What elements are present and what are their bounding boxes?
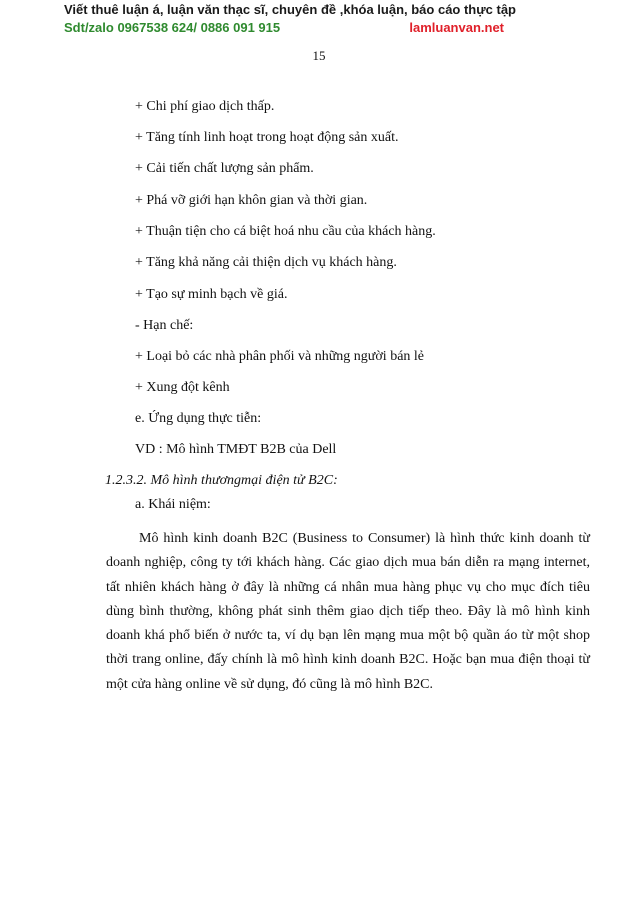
list-item: + Loại bỏ các nhà phân phối và những người bán lẻ — [135, 349, 425, 364]
section-heading: 1.2.3.2. Mô hình thươngmại điện tử B2C: — [105, 473, 338, 488]
list-item: + Xung đột kênh — [135, 380, 230, 395]
list-item: + Phá vỡ giới hạn khôn gian và thời gian. — [135, 193, 368, 208]
list-item: + Tăng tính linh hoạt trong hoạt động sản xuất. — [135, 130, 399, 145]
sub-heading: a. Khái niệm: — [135, 497, 211, 512]
list-item: VD : Mô hình TMĐT B2B của Dell — [135, 442, 337, 457]
page-number: 15 — [312, 48, 326, 63]
header-site-link[interactable]: lamluanvan.net — [409, 20, 504, 35]
list-item: e. Ứng dụng thực tiễn: — [135, 411, 262, 426]
header-phone: Sdt/zalo 0967538 624/ 0886 091 915 — [64, 20, 281, 35]
list-item: - Hạn chế: — [135, 318, 194, 333]
list-item: + Tăng khả năng cải thiện dịch vụ khách hàng. — [135, 255, 397, 270]
list-item: + Tạo sự minh bạch về giá. — [135, 287, 288, 302]
body-paragraph: Mô hình kinh doanh B2C (Business to Consumer) là hình thức kinh doanh từ doanh nghiệp, công ty tới khách hàng. Các giao dịch mua bán diễn ra mạng internet, tất nhiên khách hàng ở đây là những cá nhân mua hàng phục vụ cho mục đích tiêu dùng bình thường, không phát sinh thêm giao dịch tiếp theo. Đây là mô hình kinh doanh khá phổ biến ở nước ta, ví dụ bạn lên mạng mua một bộ quần áo từ một shop thời trang online, đấy chính là mô hình kinh doanh B2C. Hoặc bạn mua điện thoại từ một cửa hàng online về sử dụng, đó cũng là mô hình B2C. — [106, 531, 590, 692]
header-contact — [64, 20, 504, 35]
list-item: + Cải tiến chất lượng sản phẩm. — [135, 161, 314, 176]
list-item: + Chi phí giao dịch thấp. — [135, 99, 275, 114]
list-item: + Thuận tiện cho cá biệt hoá nhu cầu của khách hàng. — [135, 224, 436, 239]
header-title: Viết thuê luận á, luận văn thạc sĩ, chuyên đề ,khóa luận, báo cáo thực tập — [64, 2, 516, 17]
